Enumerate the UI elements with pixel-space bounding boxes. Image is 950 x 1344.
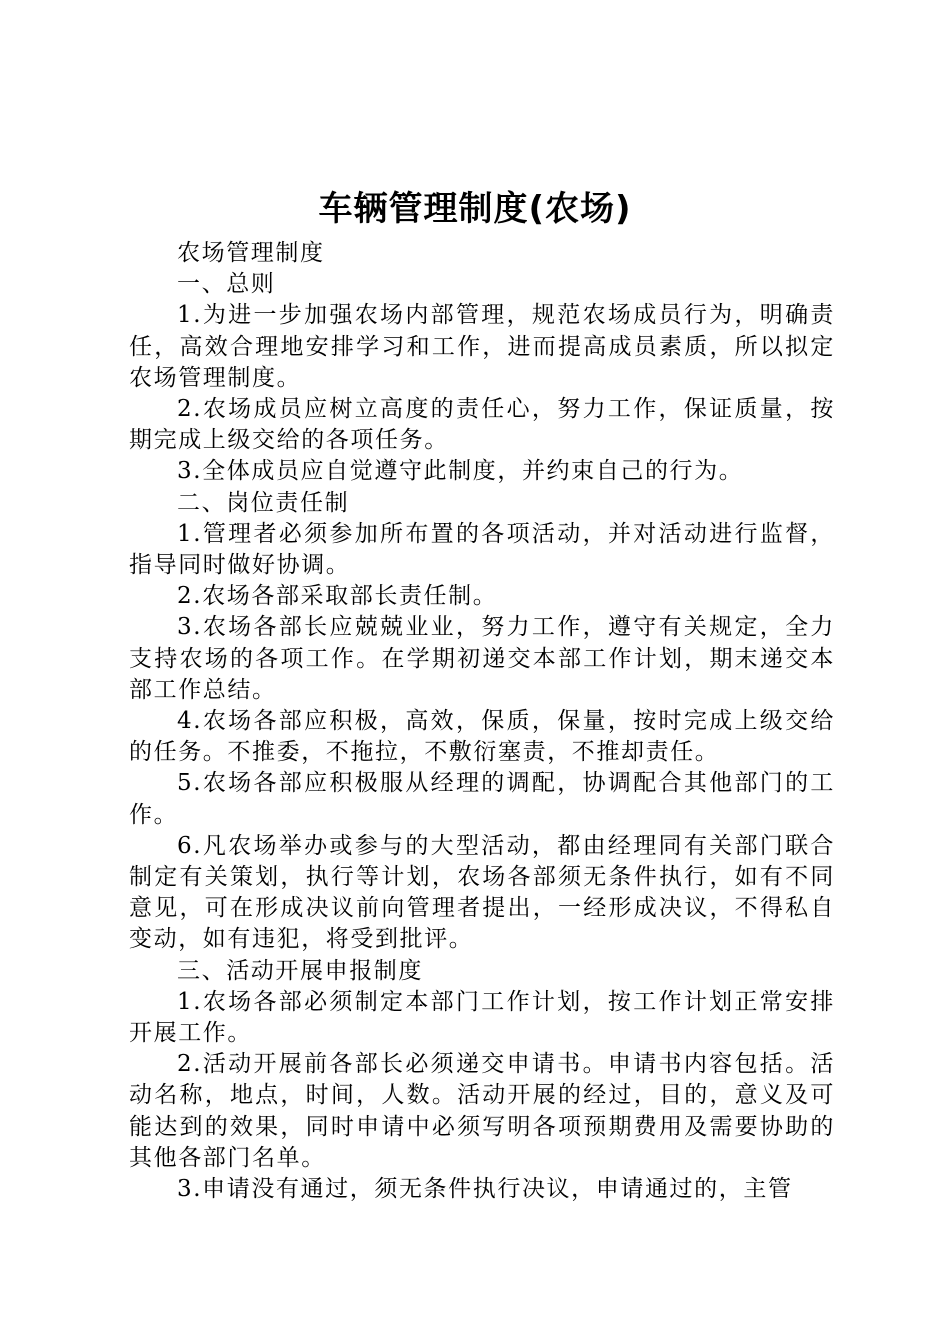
section-heading: 一、总则 xyxy=(177,271,276,298)
paragraph: 1.管理者必须参加所布置的各项活动，并对活动进行监督，指导同时做好协调。 xyxy=(129,520,835,579)
paragraph: 1.农场各部必须制定本部门工作计划，按工作计划正常安排开展工作。 xyxy=(129,988,835,1047)
paragraph: 6.凡农场举办或参与的大型活动，都由经理同有关部门联合制定有关策划，执行等计划，农场各部须无条件执行，如有不同意见，可在形成决议前向管理者提出，一经形成决议，不得私自变动，如有违犯，将受到批评。 xyxy=(129,832,835,953)
paragraph: 5.农场各部应积极服从经理的调配，协调配合其他部门的工作。 xyxy=(129,770,835,828)
paragraph: 3.全体成员应自觉遵守此制度，并约束自己的行为。 xyxy=(177,458,744,485)
paragraph: 2.活动开展前各部长必须递交申请书。申请书内容包括。活动名称，地点，时间，人数。活动开展的经过，目的，意义及可能达到的效果，同时申请中必须写明各项预期费用及需要协助的其他各部门名单。 xyxy=(129,1051,835,1171)
paragraph: 4.农场各部应积极，高效，保质，保量，按时完成上级交给的任务。不推委，不拖拉，不敷衍塞责，不推却责任。 xyxy=(129,708,835,766)
document-title: 车辆管理制度(农场) xyxy=(318,189,632,229)
paragraph: 2.农场成员应树立高度的责任心，努力工作，保证质量，按期完成上级交给的各项任务。 xyxy=(129,396,835,454)
section-heading: 三、活动开展申报制度 xyxy=(177,957,423,984)
paragraph: 2.农场各部采取部长责任制。 xyxy=(177,583,498,610)
paragraph: 3.农场各部长应兢兢业业，努力工作，遵守有关规定，全力支持农场的各项工作。在学期初递交本部工作计划，期末递交本部工作总结。 xyxy=(129,614,835,703)
paragraph: 1.为进一步加强农场内部管理，规范农场成员行为，明确责任，高效合理地安排学习和工作，进而提高成员素质，所以拟定农场管理制度。 xyxy=(129,302,835,391)
paragraph: 农场管理制度 xyxy=(177,240,325,266)
section-heading: 二、岗位责任制 xyxy=(177,489,350,516)
document-body xyxy=(129,238,835,1205)
paragraph: 3.申请没有通过，须无条件执行决议，申请通过的，主管 xyxy=(177,1176,793,1203)
